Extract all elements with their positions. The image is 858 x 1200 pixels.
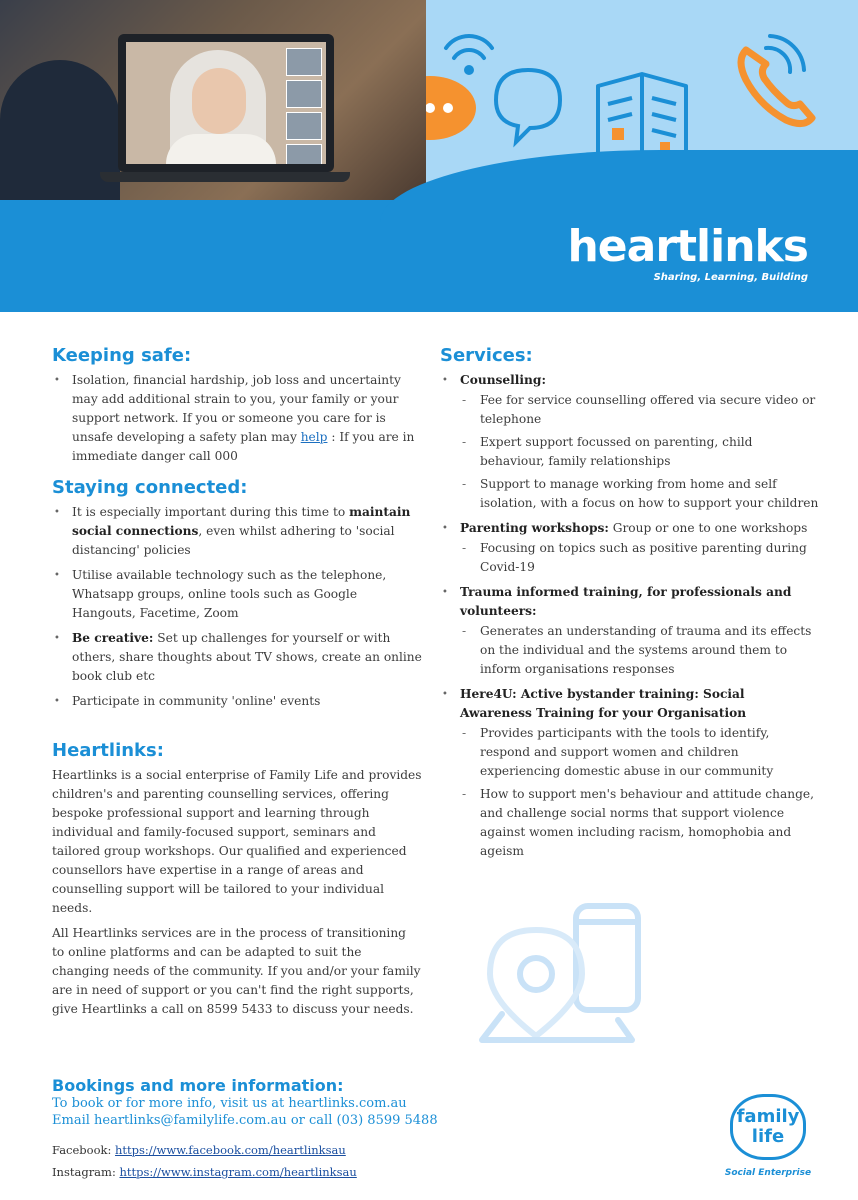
laptop [118, 34, 334, 172]
family-life-emblem [730, 1094, 806, 1160]
family-life-logo [720, 1094, 816, 1178]
video-tile [286, 144, 322, 164]
heartlinks-logo [567, 221, 808, 283]
staying-connected-heading: Staying connected: [52, 477, 248, 498]
services-heading: Services: [440, 345, 533, 366]
list-item: • Utilise available technology such as the telephone, Whatsapp groups, online tools such as Google Hangouts, Facetime, Zoom [52, 566, 422, 623]
text: Isolation, financial hardship, job loss and uncertainty may add additional strain to you, your family or your support network. If you or someone you care for is unsafe developing a safety plan may [72, 373, 401, 444]
facebook-link[interactable]: https://www.facebook.com/heartlinksau [115, 1143, 346, 1157]
video-call-photo [0, 0, 426, 200]
sub-list [460, 622, 820, 679]
sub-item: - Generates an understanding of trauma and its effects on the individual and the systems around them to inform organisations responses [460, 622, 820, 679]
wifi-icon [446, 36, 492, 73]
bold-text: Parenting workshops: [460, 521, 609, 535]
staying-connected-list [52, 503, 422, 711]
text: It is especially important during this time to [72, 505, 350, 519]
heartlinks-heading: Heartlinks: [52, 740, 164, 761]
list-item [52, 629, 422, 686]
heartlinks-paragraph-1: Heartlinks is a social enterprise of Family Life and provides children's and parenting counselling services, offering bespoke professional support and learning through individual and family-focused support, seminars and tailored group workshops. Our qualified and experienced counsellors have expertise in a range of areas and counselling support will be tailored to your individual needs. [52, 768, 422, 915]
sub-item: - Expert support focussed on parenting, child behaviour, family relationships [460, 433, 820, 471]
list-item [440, 583, 820, 679]
bookings-line-1: To book or for more info, visit us at heartlinks.com.au [52, 1096, 407, 1111]
bookings-line-2: Email heartlinks@familylife.com.au or call (03) 8599 5488 [52, 1113, 438, 1128]
sub-list [460, 724, 820, 861]
bold-text: Here4U: Active bystander training: Social Awareness Training for your Organisation [460, 687, 747, 720]
laptop-screen [126, 42, 326, 164]
video-tile [286, 80, 322, 108]
left-column [52, 346, 422, 1025]
heartlinks-paragraph-2: All Heartlinks services are in the process of transitioning to online platforms and can be adapted to suit the changing needs of the community. If you and/or your family are in need of support or you can't find the right supports, give Heartlinks a call on 8599 5433 to discuss your needs. [52, 926, 421, 1016]
logo-line-1: family [736, 1106, 800, 1127]
list-item [440, 371, 820, 513]
list-item [52, 371, 422, 466]
laptop-base [100, 172, 350, 182]
list-item [440, 685, 820, 861]
keeping-safe-heading: Keeping safe: [52, 345, 192, 366]
location-phone-icon [476, 900, 646, 1050]
help-link[interactable]: help [300, 430, 328, 444]
list-item [52, 503, 422, 560]
services-list [440, 371, 820, 861]
logo-subtitle: Social Enterprise [724, 1168, 812, 1178]
woman-body [166, 134, 276, 164]
instagram-row [52, 1161, 572, 1183]
bookings-section [52, 1076, 572, 1183]
sub-item: - Support to manage working from home and self isolation, with a focus on how to support your children [460, 475, 820, 513]
video-tiles [286, 48, 322, 164]
facebook-row [52, 1139, 572, 1161]
list-item [440, 519, 820, 577]
instagram-label: Instagram: [52, 1165, 120, 1179]
keeping-safe-list [52, 371, 422, 466]
bold-text: Counselling: [460, 373, 546, 387]
text: , even whilst adhering to 'social distancing' policies [72, 524, 395, 557]
bold-text: Be creative: [72, 631, 154, 645]
header-banner [0, 0, 858, 312]
logo-tagline: Sharing, Learning, Building [653, 272, 808, 283]
sub-list [460, 539, 820, 577]
video-tile [286, 112, 322, 140]
logo-wordmark: heartlinks [567, 221, 808, 272]
logo-line-2: life [751, 1126, 785, 1147]
instagram-link[interactable]: https://www.instagram.com/heartlinksau [119, 1165, 357, 1179]
text: : If you are in immediate danger call 000 [72, 430, 415, 463]
sub-item: - Fee for service counselling offered via secure video or telephone [460, 391, 820, 429]
sub-item: - Provides participants with the tools to identify, respond and support women and children experiencing domestic abuse in our community [460, 724, 820, 781]
text: Group or one to one workshops [608, 521, 808, 535]
bold-text: Trauma informed training, for professionals and volunteers: [460, 585, 792, 618]
facebook-label: Facebook: [52, 1143, 116, 1157]
sub-item: - How to support men's behaviour and attitude change, and challenge social norms that support violence against women including racism, homophobia and ageism [460, 785, 820, 861]
right-column [440, 346, 820, 867]
chat-bubble-icon [426, 70, 560, 150]
woman-face [192, 68, 246, 134]
sub-list [460, 391, 820, 513]
list-item: • Participate in community 'online' events [52, 692, 422, 711]
phone-icon [741, 36, 812, 124]
bold-text: maintain social connections [72, 505, 411, 538]
sub-item: - Focusing on topics such as positive parenting during Covid-19 [460, 539, 820, 577]
bookings-heading: Bookings and more information: [52, 1076, 344, 1095]
social-links [52, 1139, 572, 1183]
text: Set up challenges for yourself or with others, share thoughts about TV shows, create an online book club etc [72, 631, 422, 683]
video-tile [286, 48, 322, 76]
